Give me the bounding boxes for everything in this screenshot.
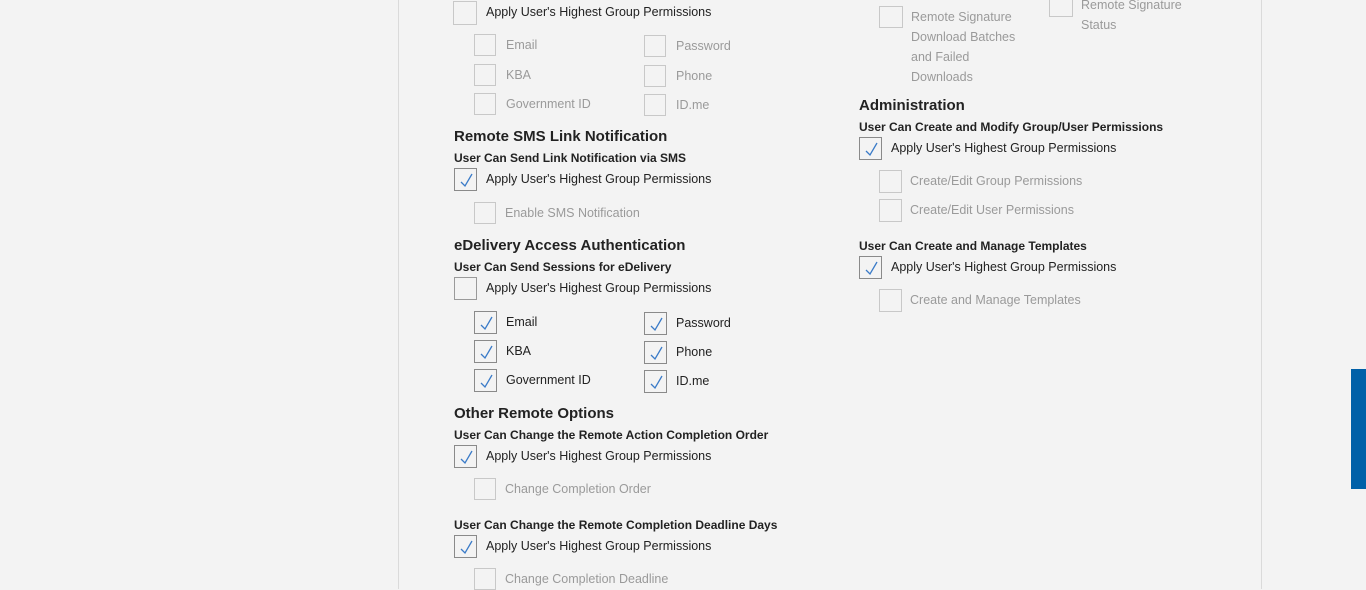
top-idme-label: ID.me — [676, 98, 710, 112]
check-icon — [646, 343, 666, 363]
sms-apply-label: Apply User's Highest Group Permissions — [486, 172, 712, 186]
top-password-label: Password — [676, 39, 731, 53]
edelivery-section-title: eDelivery Access Authentication — [454, 237, 686, 254]
edelivery-password-label: Password — [676, 316, 731, 330]
templates-apply-label: Apply User's Highest Group Permissions — [891, 260, 1117, 274]
edelivery-gov-id-label: Government ID — [506, 373, 591, 387]
create-manage-templates-label: Create and Manage Templates — [910, 293, 1081, 307]
edelivery-password-checkbox[interactable] — [644, 312, 667, 335]
edelivery-subtitle: User Can Send Sessions for eDelivery — [454, 260, 672, 274]
remote-sig-status-checkbox[interactable] — [1049, 0, 1073, 17]
templates-apply-checkbox[interactable] — [859, 256, 882, 279]
permissions-subtitle: User Can Create and Modify Group/User Permissions — [859, 120, 1164, 134]
check-icon — [456, 170, 476, 190]
sms-apply-checkbox[interactable] — [454, 168, 477, 191]
top-kba-checkbox[interactable] — [474, 64, 496, 86]
top-phone-checkbox[interactable] — [644, 65, 666, 87]
side-panel-tab[interactable] — [1351, 369, 1366, 489]
check-icon — [476, 313, 496, 333]
enable-sms-checkbox[interactable] — [474, 202, 496, 224]
create-edit-group-checkbox[interactable] — [879, 170, 902, 193]
check-icon — [861, 258, 881, 278]
apply-highest-group-checkbox-top[interactable] — [453, 1, 477, 25]
check-icon — [456, 537, 476, 557]
change-completion-order-label: Change Completion Order — [505, 482, 651, 496]
completion-order-subtitle: User Can Change the Remote Action Completion Order — [454, 428, 769, 442]
top-password-checkbox[interactable] — [644, 35, 666, 57]
other-options-section-title: Other Remote Options — [454, 405, 615, 422]
edelivery-idme-label: ID.me — [676, 374, 710, 388]
administration-section-title: Administration — [859, 97, 965, 114]
top-kba-label: KBA — [506, 68, 532, 82]
completion-order-apply-label: Apply User's Highest Group Permissions — [486, 449, 712, 463]
check-icon — [476, 342, 496, 362]
check-icon — [861, 139, 881, 159]
sms-subtitle: User Can Send Link Notification via SMS — [454, 151, 687, 165]
top-idme-checkbox[interactable] — [644, 94, 666, 116]
top-gov-id-checkbox[interactable] — [474, 93, 496, 115]
deadline-apply-label: Apply User's Highest Group Permissions — [486, 539, 712, 553]
top-email-checkbox[interactable] — [474, 34, 496, 56]
create-edit-user-checkbox[interactable] — [879, 199, 902, 222]
check-icon — [646, 314, 666, 334]
check-icon — [456, 447, 476, 467]
check-icon — [646, 372, 666, 392]
edelivery-gov-id-checkbox[interactable] — [474, 369, 497, 392]
enable-sms-label: Enable SMS Notification — [505, 206, 640, 220]
edelivery-email-label: Email — [506, 315, 538, 329]
templates-subtitle: User Can Create and Manage Templates — [859, 239, 1087, 253]
change-completion-deadline-checkbox[interactable] — [474, 568, 496, 590]
deadline-days-subtitle: User Can Change the Remote Completion Deadline Days — [454, 518, 778, 532]
permissions-apply-checkbox[interactable] — [859, 137, 882, 160]
edelivery-apply-checkbox[interactable] — [454, 277, 477, 300]
edelivery-idme-checkbox[interactable] — [644, 370, 667, 393]
edelivery-phone-label: Phone — [676, 345, 713, 359]
remote-sig-download-checkbox[interactable] — [879, 6, 903, 28]
completion-order-apply-checkbox[interactable] — [454, 445, 477, 468]
change-completion-deadline-label: Change Completion Deadline — [505, 572, 669, 586]
permissions-apply-label: Apply User's Highest Group Permissions — [891, 141, 1117, 155]
remote-sig-download-label: Remote Signature Download Batches and Failed Downloads — [911, 10, 1016, 84]
edelivery-email-checkbox[interactable] — [474, 311, 497, 334]
change-completion-order-checkbox[interactable] — [474, 478, 496, 500]
create-manage-templates-checkbox[interactable] — [879, 289, 902, 312]
edelivery-kba-label: KBA — [506, 344, 532, 358]
apply-highest-group-label-top: Apply User's Highest Group Permissions — [486, 5, 712, 19]
edelivery-kba-checkbox[interactable] — [474, 340, 497, 363]
create-edit-group-label: Create/Edit Group Permissions — [910, 174, 1083, 188]
remote-sig-status-label: Remote Signature Status — [1081, 0, 1182, 32]
check-icon — [476, 371, 496, 391]
top-phone-label: Phone — [676, 69, 713, 83]
edelivery-phone-checkbox[interactable] — [644, 341, 667, 364]
sms-section-title: Remote SMS Link Notification — [454, 128, 668, 145]
create-edit-user-label: Create/Edit User Permissions — [910, 203, 1074, 217]
edelivery-apply-label: Apply User's Highest Group Permissions — [486, 281, 712, 295]
top-email-label: Email — [506, 38, 538, 52]
deadline-apply-checkbox[interactable] — [454, 535, 477, 558]
top-gov-id-label: Government ID — [506, 97, 591, 111]
